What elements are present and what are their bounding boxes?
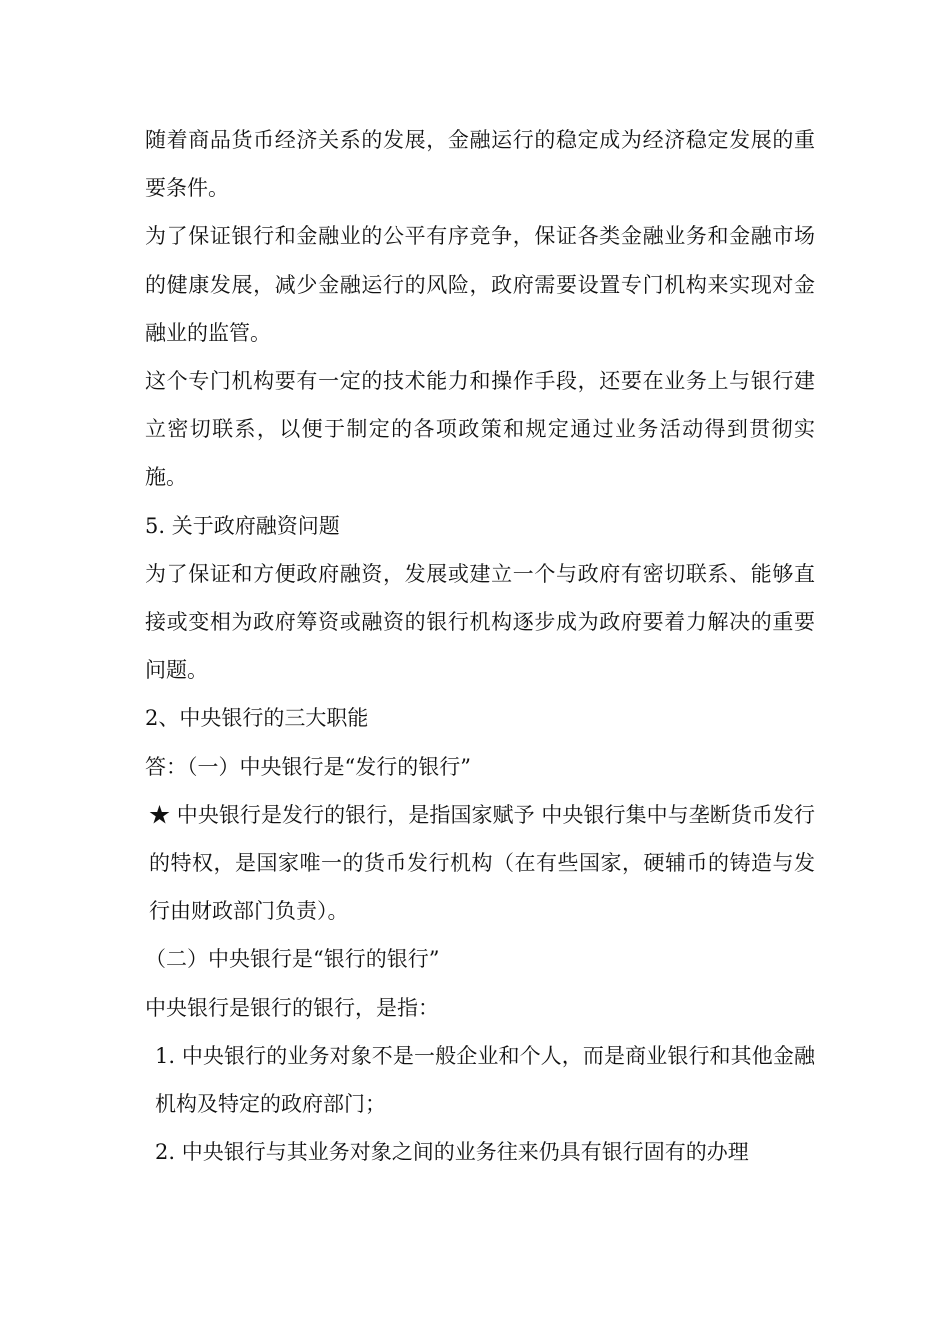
heading-government-financing: 5. 关于政府融资问题 xyxy=(145,513,340,538)
paragraph-special-institution: 这个专门机构要有一定的技术能力和操作手段，还要在业务上与银行建立密切联系，以便于制定的各项政策和规定通过业务活动得到贯彻实施。 xyxy=(145,369,815,490)
list-item-1: 1. 中央银行的业务对象不是一般企业和个人，而是商业银行和其他金融机构及特定的政府部门； xyxy=(155,1043,815,1117)
paragraph-regulation-need: 为了保证银行和金融业的公平有序竞争，保证各类金融业务和金融市场的健康发展，减少金融运行的风险，政府需要设置专门机构来实现对金融业的监管。 xyxy=(145,224,815,345)
list-item-2: 2. 中央银行与其业务对象之间的业务往来仍具有银行固有的办理 xyxy=(155,1140,749,1165)
subheading-bank-of-issue: 答：（一）中央银行是“发行的银行” xyxy=(145,754,471,779)
heading-three-functions: 2、中央银行的三大职能 xyxy=(145,706,369,731)
paragraph-government-financing: 为了保证和方便政府融资，发展或建立一个与政府有密切联系、能够直接或变相为政府筹资或融资的银行机构逐步成为政府要着力解决的重要问题。 xyxy=(145,561,815,683)
subheading-bank-of-banks: （二）中央银行是“银行的银行” xyxy=(145,947,440,972)
paragraph-bank-of-banks-intro: 中央银行是银行的银行，是指： xyxy=(145,995,439,1020)
document-body xyxy=(145,116,815,1176)
paragraph-bank-of-issue: ★ 中央银行是发行的银行，是指国家赋予 中央银行集中与垄断货币发行的特权，是国家唯一的货币发行机构（在有些国家，硬辅币的铸造与发行由财政部门负责）。 xyxy=(149,802,815,924)
paragraph-financial-stability: 随着商品货币经济关系的发展，金融运行的稳定成为经济稳定发展的重要条件。 xyxy=(145,128,815,201)
